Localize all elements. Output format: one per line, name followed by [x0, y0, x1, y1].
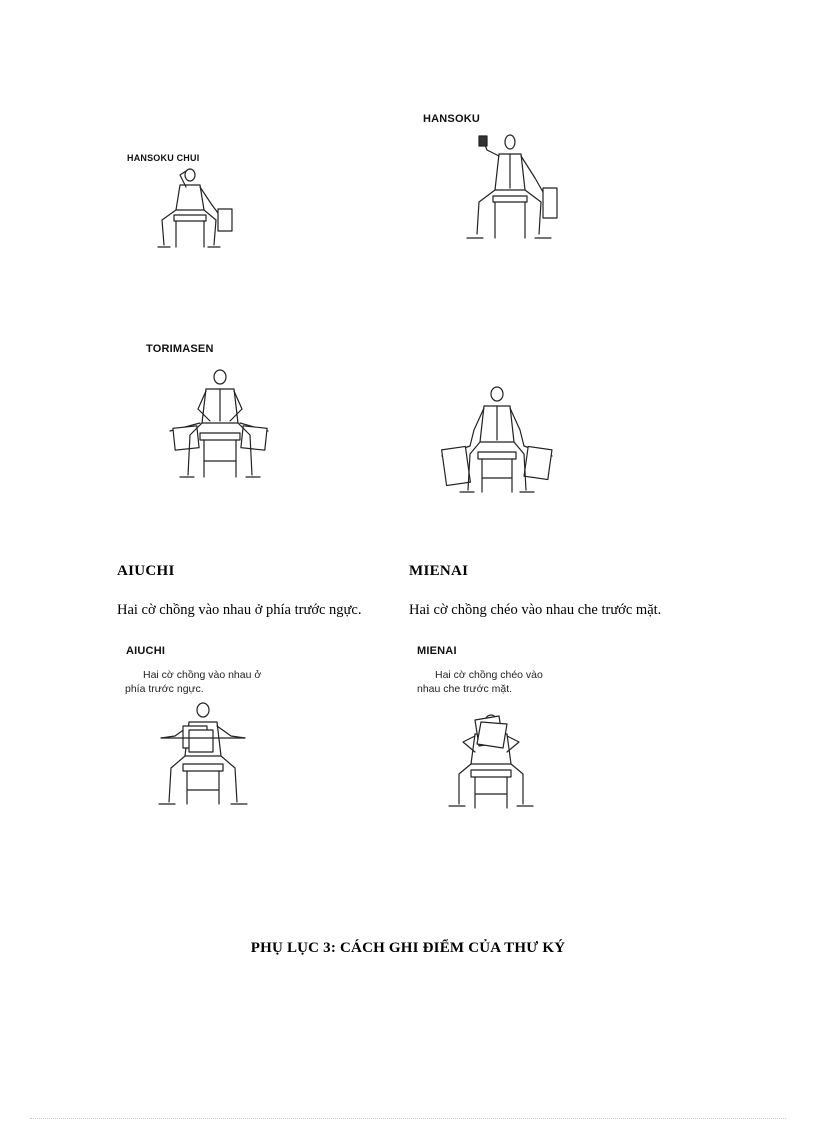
figure-caption-aiuchi-line2: phía trước ngực.	[125, 683, 204, 695]
page-bottom-divider	[30, 1118, 786, 1119]
figure-caption-mienai-line1: Hai cờ chồng chéo vào	[435, 669, 543, 681]
figure-caption-mienai-line2: nhau che trước mặt.	[417, 683, 513, 695]
aiuchi-illustration	[155, 700, 255, 810]
section-heading-mienai: MIENAI	[409, 563, 469, 579]
appendix-title: PHỤ LỤC 3: CÁCH GHI ĐIỂM CỦA THƯ KÝ	[250, 940, 566, 956]
section-description-mienai: Hai cờ chồng chéo vào nhau che trước mặt.	[409, 602, 662, 618]
figure-caption-aiuchi	[125, 668, 295, 696]
figure-label-hansoku-chui: HANSOKU CHUI	[127, 153, 200, 163]
figure-caption-aiuchi-line1: Hai cờ chồng vào nhau ở	[143, 669, 262, 681]
figure-label-torimasen: TORIMASEN	[146, 343, 214, 355]
hansoku-illustration	[455, 130, 565, 245]
hansoku-chui-illustration	[150, 165, 250, 255]
section-description-aiuchi: Hai cờ chồng vào nhau ở phía trước ngực.	[117, 602, 362, 618]
flags-lowered-illustration	[440, 380, 555, 498]
torimasen-illustration	[170, 365, 270, 483]
figure-label-hansoku: HANSOKU	[423, 113, 481, 125]
mienai-illustration	[445, 712, 540, 812]
section-heading-aiuchi: AIUCHI	[117, 563, 175, 579]
figure-label-mienai: MIENAI	[417, 645, 457, 657]
figure-label-aiuchi: AIUCHI	[126, 645, 166, 657]
figure-caption-mienai	[417, 668, 587, 696]
